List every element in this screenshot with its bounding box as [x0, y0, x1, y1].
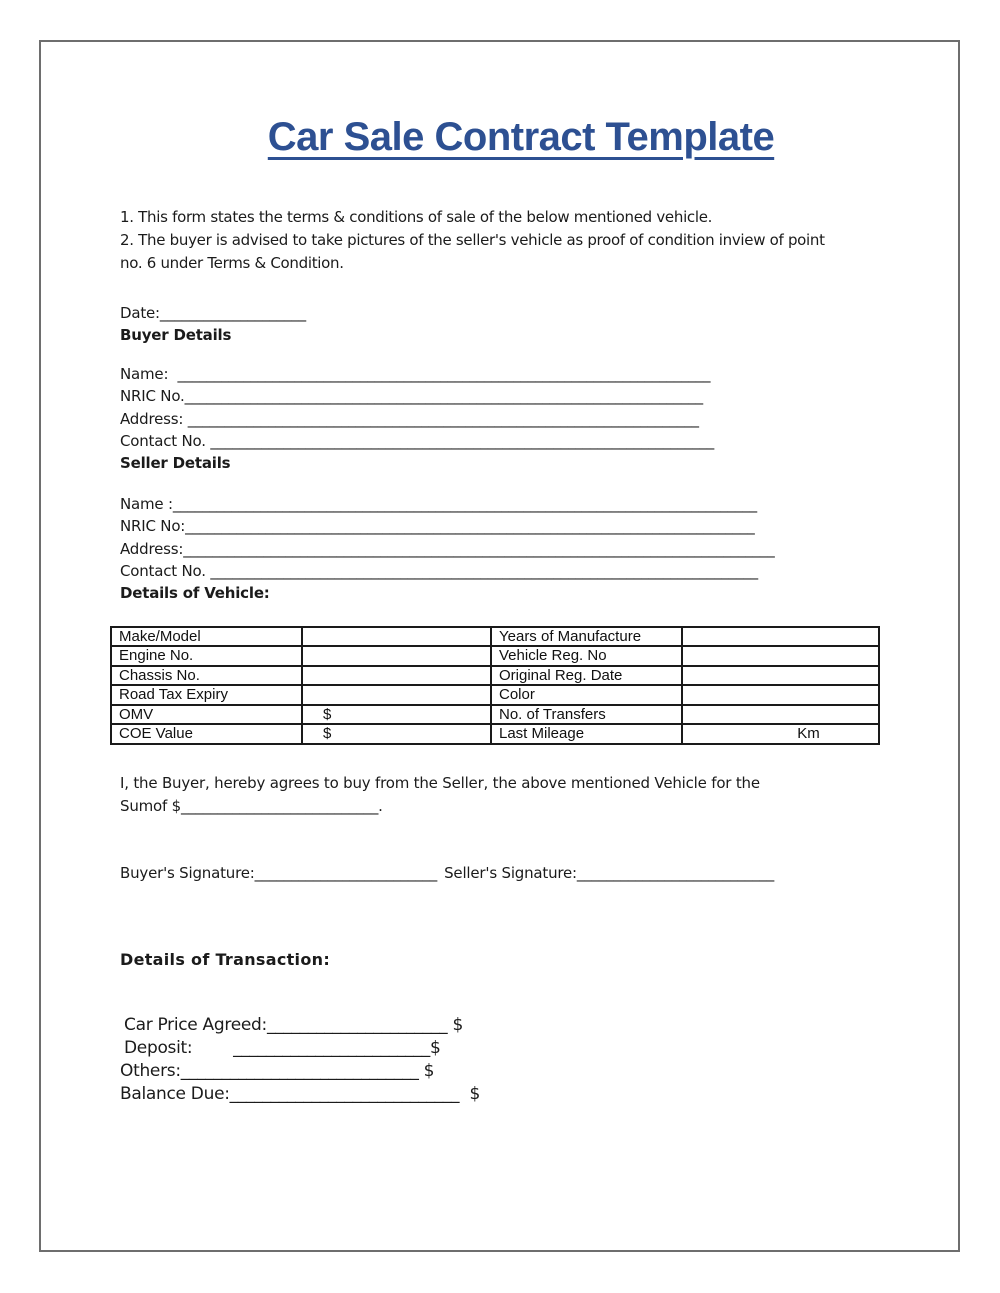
- deposit-label: Deposit:: [124, 1037, 193, 1058]
- buyer-nric-blank-line: _______________________________________________________________________: [184, 387, 703, 405]
- buyer-signature-label: Buyer's Signature:: [120, 863, 255, 882]
- color-label-cell: Color: [491, 685, 682, 705]
- page-title: Car Sale Contract Template: [267, 115, 775, 159]
- seller-signature-line: ___________________________: [576, 863, 775, 882]
- buyer-contact-blank-line: _____________________________________________________________________: [205, 432, 715, 450]
- transaction-fields: [120, 1014, 922, 1106]
- seller-contact-field: [120, 560, 922, 583]
- buyer-signature-line: _________________________: [254, 863, 438, 882]
- buyer-fields: [120, 363, 922, 453]
- car-price-row: [120, 1014, 922, 1037]
- buyer-address-label: Address:: [120, 409, 184, 428]
- others-dollar-sign: $: [418, 1060, 435, 1081]
- document-content: [41, 114, 958, 1106]
- table-row: [111, 705, 879, 725]
- seller-address-field: [120, 538, 922, 561]
- seller-address-label: Address:: [120, 539, 184, 558]
- balance-due-dollar-sign: $: [459, 1083, 480, 1104]
- agreement-line-2: [120, 795, 922, 819]
- seller-details-heading: Seller Details: [120, 453, 231, 472]
- car-price-label: Car Price Agreed:: [124, 1014, 267, 1035]
- date-blank-line: ____________________: [159, 304, 306, 322]
- original-reg-date-label-cell: Original Reg. Date: [491, 666, 682, 686]
- buyer-address-blank-line: ______________________________________________________________________: [183, 409, 699, 428]
- engine-no-value-cell: [302, 646, 491, 666]
- no-of-transfers-label-cell: No. of Transfers: [491, 705, 682, 725]
- car-price-dollar-sign: $: [447, 1014, 463, 1035]
- intro-line-3: no. 6 under Terms & Condition.: [120, 254, 344, 272]
- buyer-name-field: [120, 363, 922, 386]
- make-model-value-cell: [302, 627, 491, 647]
- others-label: Others:: [120, 1060, 181, 1081]
- seller-name-label: Name :: [120, 494, 173, 513]
- seller-nric-label: NRIC No:: [120, 517, 186, 535]
- date-label: Date:: [120, 304, 160, 322]
- transaction-details-heading: Details of Transaction:: [120, 949, 331, 969]
- no-of-transfers-value-cell: [682, 705, 879, 725]
- omv-value-cell: $: [302, 705, 491, 725]
- engine-no-label-cell: Engine No.: [111, 646, 302, 666]
- seller-address-blank-line: _________________________________________________________________________________: [183, 539, 775, 558]
- table-row: [111, 646, 879, 666]
- buyer-contact-field: [120, 430, 922, 453]
- vehicle-reg-no-value-cell: [682, 646, 879, 666]
- last-mileage-value-cell: Km: [682, 724, 879, 744]
- sum-prefix: Sumof $: [120, 797, 182, 815]
- intro-line-2: 2. The buyer is advised to take pictures of the seller's vehicle as proof of condition inview of point: [120, 231, 825, 249]
- deposit-blank-line: ________________________: [192, 1037, 430, 1058]
- buyer-contact-label: Contact No.: [120, 432, 206, 450]
- balance-due-label: Balance Due:: [120, 1083, 230, 1104]
- document-page: [39, 40, 960, 1252]
- balance-due-blank-line: ____________________________: [229, 1083, 460, 1104]
- sum-blank-line: ___________________________: [181, 797, 379, 815]
- coe-value-value-cell: $: [302, 724, 491, 744]
- buyer-name-blank-line: _________________________________________________________________________: [168, 364, 711, 383]
- vehicle-reg-no-label-cell: Vehicle Reg. No: [491, 646, 682, 666]
- buyer-details-heading: Buyer Details: [120, 325, 232, 344]
- seller-nric-blank-line: ______________________________________________________________________________: [185, 517, 755, 535]
- agreement-paragraph: [120, 772, 922, 819]
- chassis-no-value-cell: [302, 666, 491, 686]
- table-row: [111, 724, 879, 744]
- color-value-cell: [682, 685, 879, 705]
- balance-due-row: [120, 1083, 922, 1106]
- seller-contact-label: Contact No.: [120, 562, 206, 580]
- buyer-address-field: [120, 408, 922, 431]
- coe-value-label-cell: COE Value: [111, 724, 302, 744]
- intro-line-1: 1. This form states the terms & conditions of sale of the below mentioned vehicle.: [120, 208, 713, 226]
- original-reg-date-value-cell: [682, 666, 879, 686]
- vehicle-details-heading: Details of Vehicle:: [120, 583, 270, 602]
- table-row: [111, 666, 879, 686]
- vehicle-details-table: [110, 626, 880, 745]
- chassis-no-label-cell: Chassis No.: [111, 666, 302, 686]
- others-row: [120, 1060, 922, 1083]
- buyer-name-label: Name:: [120, 364, 169, 383]
- seller-signature-label: Seller's Signature:: [444, 863, 577, 882]
- table-row: [111, 627, 879, 647]
- seller-fields: [120, 493, 922, 583]
- deposit-dollar-sign: $: [429, 1037, 441, 1058]
- seller-name-blank-line: ________________________________________________________________________________: [172, 494, 757, 513]
- table-row: [111, 685, 879, 705]
- agreement-line-1: I, the Buyer, hereby agrees to buy from the Seller, the above mentioned Vehicle for the: [120, 773, 760, 792]
- intro-notes: [120, 206, 922, 275]
- buyer-nric-label: NRIC No.: [120, 387, 185, 405]
- seller-nric-field: [120, 515, 922, 538]
- years-of-manufacture-value-cell: [682, 627, 879, 647]
- road-tax-expiry-label-cell: Road Tax Expiry: [111, 685, 302, 705]
- date-field: [120, 302, 922, 325]
- seller-name-field: [120, 493, 922, 516]
- years-of-manufacture-label-cell: Years of Manufacture: [491, 627, 682, 647]
- buyer-nric-field: [120, 385, 922, 408]
- others-blank-line: _____________________________: [180, 1060, 419, 1081]
- deposit-row: [120, 1037, 922, 1060]
- make-model-label-cell: Make/Model: [111, 627, 302, 647]
- omv-label-cell: OMV: [111, 705, 302, 725]
- car-price-blank-line: ______________________: [266, 1014, 448, 1035]
- signature-row: [120, 862, 922, 884]
- sum-suffix: .: [378, 797, 383, 815]
- road-tax-expiry-value-cell: [302, 685, 491, 705]
- last-mileage-label-cell: Last Mileage: [491, 724, 682, 744]
- seller-contact-blank-line: ___________________________________________________________________________: [205, 562, 758, 580]
